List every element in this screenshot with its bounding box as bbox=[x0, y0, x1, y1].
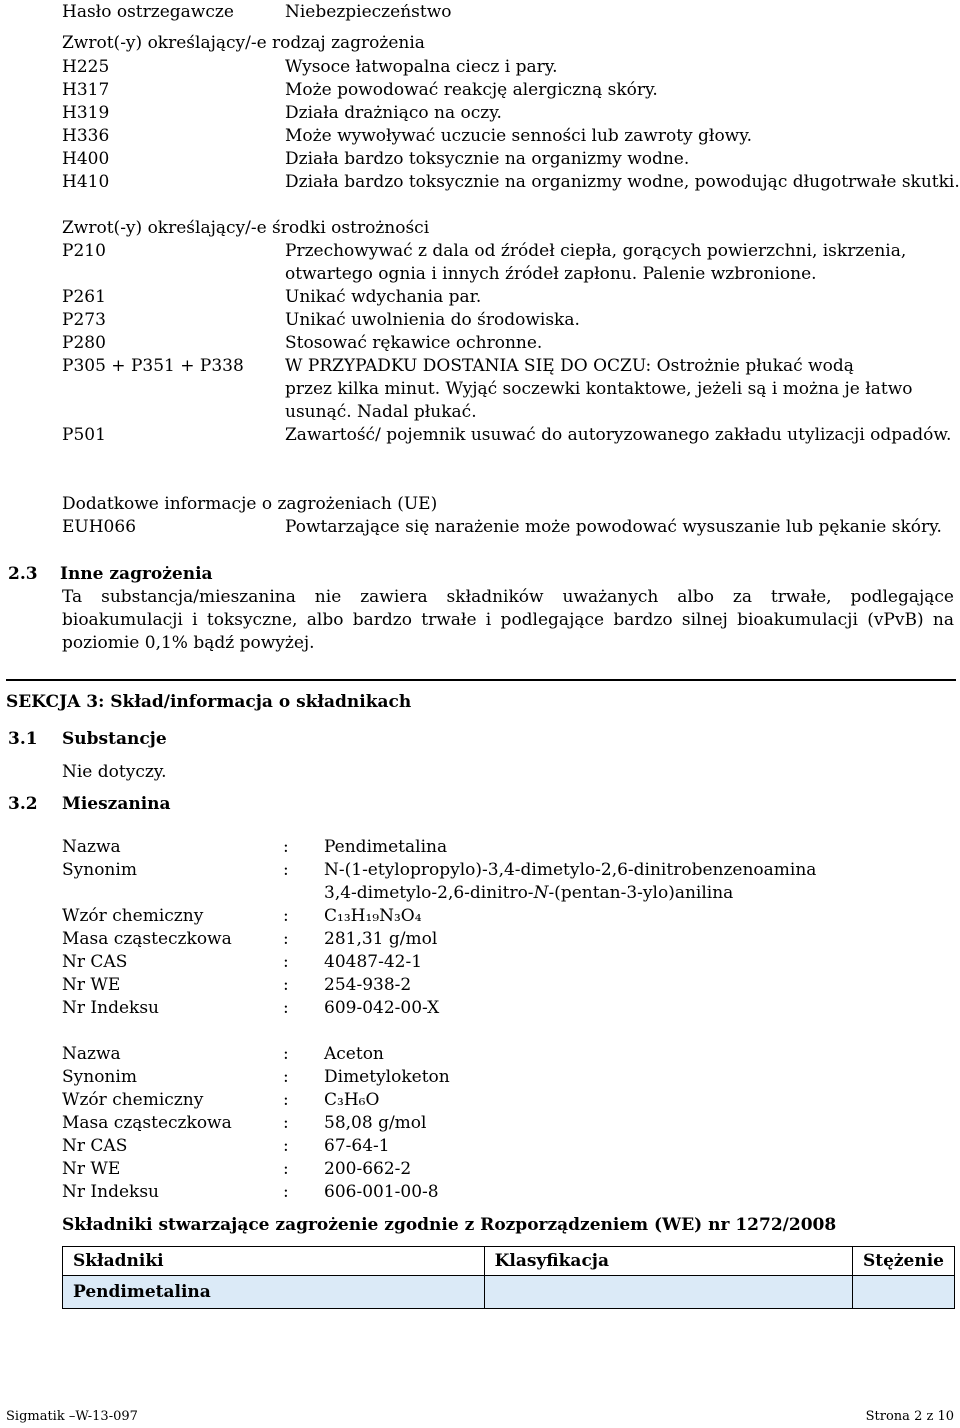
section-3-1-text: Nie dotyczy. bbox=[62, 762, 167, 782]
euh-text: Powtarzające się narażenie może powodować wysuszanie lub pękanie skóry. bbox=[285, 517, 942, 537]
field-separator: : bbox=[283, 837, 289, 857]
h-code: H317 bbox=[62, 80, 110, 100]
field-label: Synonim bbox=[62, 1067, 137, 1087]
field-separator: : bbox=[283, 998, 289, 1018]
p-code: P273 bbox=[62, 310, 106, 330]
h-text: Może wywoływać uczucie senności lub zawroty głowy. bbox=[285, 126, 752, 146]
p-code: P261 bbox=[62, 287, 106, 307]
field-separator: : bbox=[283, 975, 289, 995]
table-row bbox=[63, 1276, 955, 1309]
p-text: przez kilka minut. Wyjąć soczewki kontaktowe, jeżeli są i można je łatwo bbox=[285, 379, 913, 399]
field-label: Nr WE bbox=[62, 975, 121, 995]
component-formula: C₁₃H₁₉N₃O₄ bbox=[324, 906, 422, 926]
section-2-3-body: Ta substancja/mieszanina nie zawiera składników uważanych albo za trwałe, podlegające bioakumulacji i toksyczne, albo bardzo trwałe i podlegające bardzo silnej bioakumulacji (vPvB) na poziomie 0,1% bądź powyżej. bbox=[62, 587, 954, 653]
field-separator: : bbox=[283, 1113, 289, 1133]
field-label: Nazwa bbox=[62, 837, 121, 857]
field-separator: : bbox=[283, 952, 289, 972]
field-separator: : bbox=[283, 1067, 289, 1087]
component-synonym: Dimetyloketon bbox=[324, 1067, 450, 1087]
field-separator: : bbox=[283, 1090, 289, 1110]
section-2-3-number: 2.3 bbox=[8, 564, 38, 584]
section-3-title: SEKCJA 3: Skład/informacja o składnikach bbox=[6, 692, 412, 712]
p-text: Przechowywać z dala od źródeł ciepła, gorących powierzchni, iskrzenia, bbox=[285, 241, 907, 261]
component-name: Aceton bbox=[324, 1044, 384, 1064]
h-text: Działa bardzo toksycznie na organizmy wodne, powodując długotrwałe skutki. bbox=[285, 172, 960, 192]
column-header-components: Składniki bbox=[63, 1247, 485, 1276]
component-we: 200-662-2 bbox=[324, 1159, 412, 1179]
field-label: Nr CAS bbox=[62, 1136, 128, 1156]
hazard-table-title: Składniki stwarzające zagrożenie zgodnie z Rozporządzeniem (WE) nr 1272/2008 bbox=[62, 1215, 837, 1235]
column-header-classification: Klasyfikacja bbox=[484, 1247, 852, 1276]
h-text: Wysoce łatwopalna ciecz i pary. bbox=[285, 57, 558, 77]
h-statements-heading: Zwrot(-y) określający/-e rodzaj zagrożenia bbox=[62, 33, 425, 53]
field-label: Synonim bbox=[62, 860, 137, 880]
hazard-components-table bbox=[62, 1246, 955, 1309]
field-label: Nazwa bbox=[62, 1044, 121, 1064]
component-cas: 40487-42-1 bbox=[324, 952, 423, 972]
h-code: H410 bbox=[62, 172, 110, 192]
field-label: Masa cząsteczkowa bbox=[62, 929, 232, 949]
h-code: H336 bbox=[62, 126, 110, 146]
footer-page-number: Strona 2 z 10 bbox=[865, 1409, 954, 1424]
column-header-concentration: Stężenie bbox=[852, 1247, 954, 1276]
p-text: Stosować rękawice ochronne. bbox=[285, 333, 543, 353]
field-separator: : bbox=[283, 1136, 289, 1156]
table-cell-classification bbox=[484, 1276, 852, 1309]
h-code: H319 bbox=[62, 103, 110, 123]
field-label: Wzór chemiczny bbox=[62, 1090, 204, 1110]
h-text: Działa bardzo toksycznie na organizmy wodne. bbox=[285, 149, 690, 169]
h-text: Działa drażniąco na oczy. bbox=[285, 103, 502, 123]
table-cell-concentration bbox=[852, 1276, 954, 1309]
signal-word-value: Niebezpieczeństwo bbox=[285, 2, 452, 22]
p-code: P305 + P351 + P338 bbox=[62, 356, 244, 376]
h-code: H400 bbox=[62, 149, 110, 169]
p-code: P210 bbox=[62, 241, 106, 261]
component-cas: 67-64-1 bbox=[324, 1136, 390, 1156]
field-label: Nr Indeksu bbox=[62, 1182, 159, 1202]
section-3-1-number: 3.1 bbox=[8, 729, 38, 749]
field-separator: : bbox=[283, 929, 289, 949]
p-text: otwartego ognia i innych źródeł zapłonu. Palenie wzbronione. bbox=[285, 264, 817, 284]
section-3-2-title: Mieszanina bbox=[62, 794, 171, 814]
h-text: Może powodować reakcję alergiczną skóry. bbox=[285, 80, 658, 100]
component-mass: 58,08 g/mol bbox=[324, 1113, 427, 1133]
euh-code: EUH066 bbox=[62, 517, 137, 537]
component-name: Pendimetalina bbox=[324, 837, 448, 857]
p-code: P501 bbox=[62, 425, 106, 445]
field-label: Nr Indeksu bbox=[62, 998, 159, 1018]
p-text: Unikać uwolnienia do środowiska. bbox=[285, 310, 580, 330]
field-label: Nr WE bbox=[62, 1159, 121, 1179]
field-separator: : bbox=[283, 906, 289, 926]
p-text: Zawartość/ pojemnik usuwać do autoryzowanego zakładu utylizacji odpadów. bbox=[285, 425, 952, 445]
table-header-row bbox=[63, 1247, 955, 1276]
field-separator: : bbox=[283, 1182, 289, 1202]
section-2-3-title: Inne zagrożenia bbox=[60, 564, 213, 584]
section-3-2-number: 3.2 bbox=[8, 794, 38, 814]
component-index: 606-001-00-8 bbox=[324, 1182, 439, 1202]
p-text: W PRZYPADKU DOSTANIA SIĘ DO OCZU: Ostrożnie płukać wodą bbox=[285, 356, 854, 376]
p-text: usunąć. Nadal płukać. bbox=[285, 402, 477, 422]
signal-word-label: Hasło ostrzegawcze bbox=[62, 2, 234, 22]
footer-document-id: Sigmatik –W-13-097 bbox=[6, 1409, 138, 1424]
p-code: P280 bbox=[62, 333, 106, 353]
component-index: 609-042-00-X bbox=[324, 998, 440, 1018]
section-divider bbox=[6, 679, 956, 681]
field-label: Wzór chemiczny bbox=[62, 906, 204, 926]
additional-info-heading: Dodatkowe informacje o zagrożeniach (UE) bbox=[62, 494, 438, 514]
field-label: Nr CAS bbox=[62, 952, 128, 972]
section-3-1-title: Substancje bbox=[62, 729, 167, 749]
field-separator: : bbox=[283, 860, 289, 880]
p-text: Unikać wdychania par. bbox=[285, 287, 482, 307]
component-we: 254-938-2 bbox=[324, 975, 412, 995]
component-synonym-2: 3,4-dimetylo-2,6-dinitro-N-(pentan-3-ylo)anilina bbox=[324, 883, 734, 903]
h-code: H225 bbox=[62, 57, 110, 77]
component-synonym: N-(1-etylopropylo)-3,4-dimetylo-2,6-dinitrobenzenoamina bbox=[324, 860, 817, 880]
field-label: Masa cząsteczkowa bbox=[62, 1113, 232, 1133]
field-separator: : bbox=[283, 1159, 289, 1179]
p-statements-heading: Zwrot(-y) określający/-e środki ostrożności bbox=[62, 218, 430, 238]
component-formula: C₃H₆O bbox=[324, 1090, 380, 1110]
table-cell-component: Pendimetalina bbox=[63, 1276, 485, 1309]
component-mass: 281,31 g/mol bbox=[324, 929, 438, 949]
field-separator: : bbox=[283, 1044, 289, 1064]
